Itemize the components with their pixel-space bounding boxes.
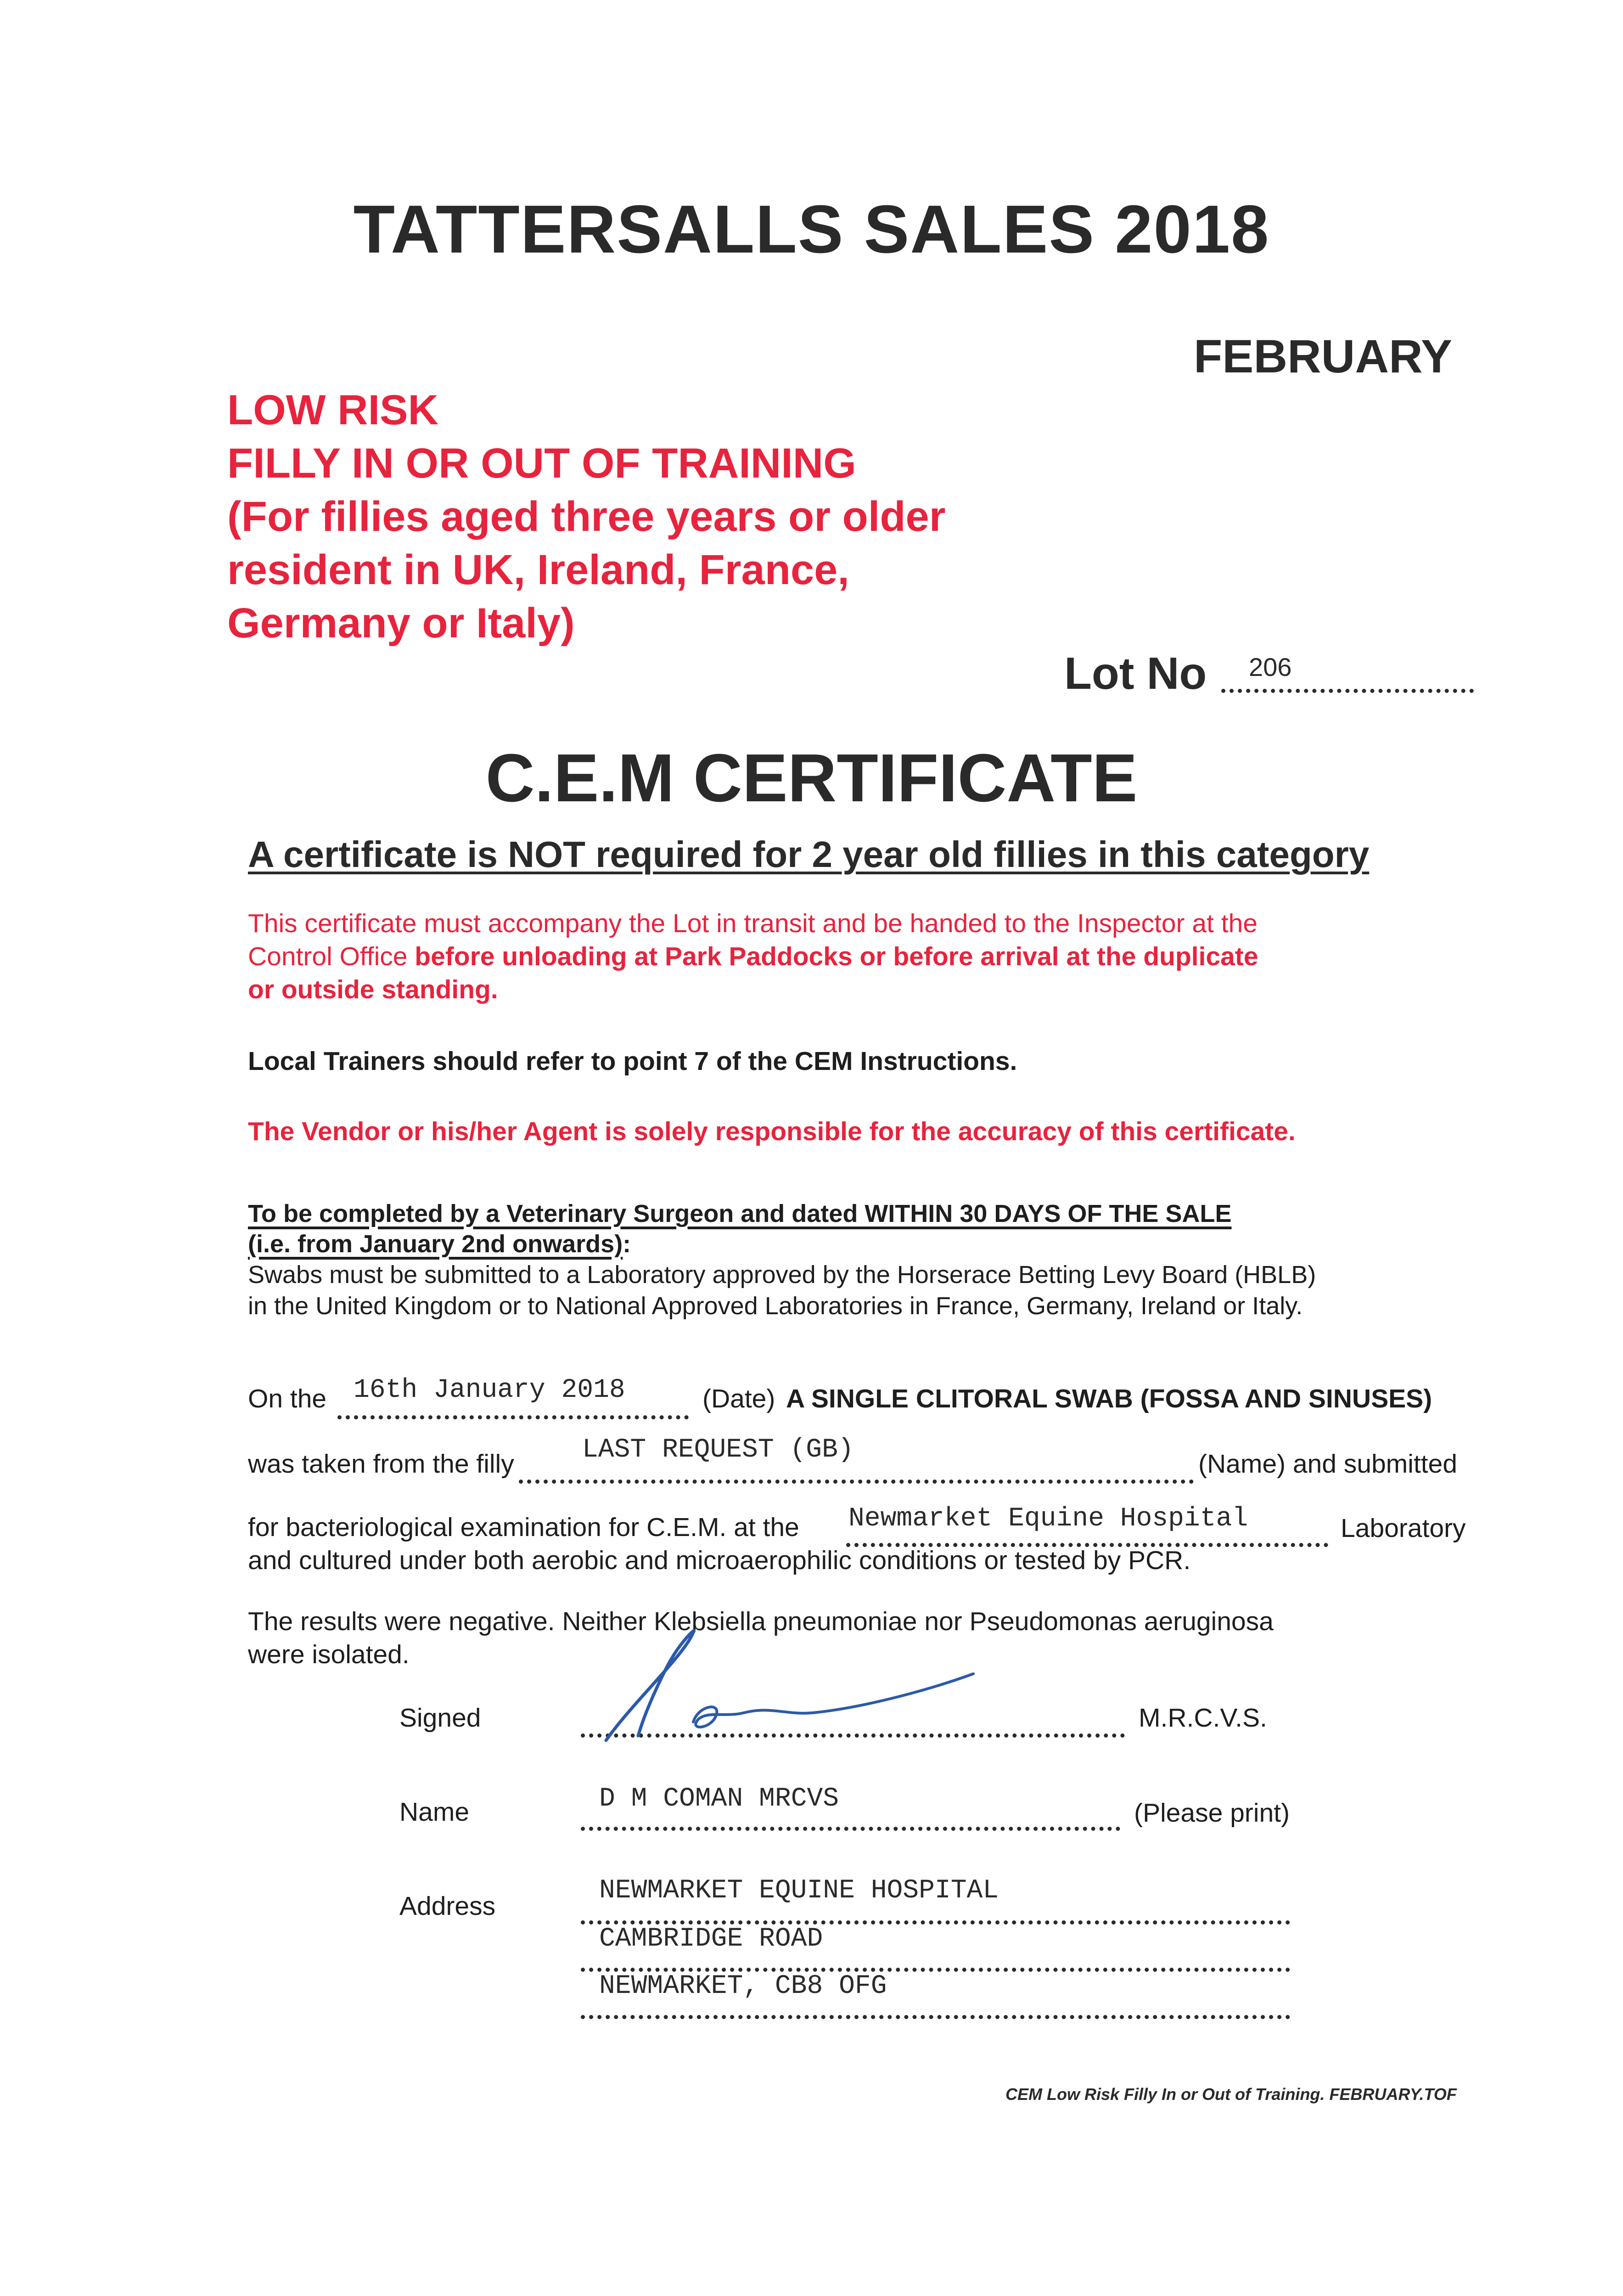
lot-number: 206	[1249, 653, 1292, 681]
taken-from-label: was taken from the filly	[248, 1449, 514, 1479]
filly-name-value: LAST REQUEST (GB)	[582, 1435, 854, 1465]
not-required-notice: A certificate is NOT required for 2 year old fillies in this category	[248, 834, 1370, 875]
laboratory-label: Laboratory	[1341, 1514, 1466, 1543]
lab-name-value: Newmarket Equine Hospital	[848, 1504, 1248, 1534]
date-line	[337, 1415, 689, 1419]
transit-line-2b: before unloading at Park Paddocks or before arrival at the duplicate	[415, 942, 1258, 971]
address-line-1: NEWMARKET EQUINE HOSPITAL	[599, 1876, 999, 1906]
please-print-label: (Please print)	[1134, 1798, 1290, 1828]
vet-section-heading	[248, 1199, 1231, 1259]
category-line: LOW RISK	[227, 387, 438, 433]
name-submitted-label: (Name) and submitted	[1198, 1449, 1457, 1479]
filly-name-line	[519, 1480, 1194, 1484]
category-line: FILLY IN OR OUT OF TRAINING	[227, 440, 856, 487]
category-line: resident in UK, Ireland, France,	[227, 546, 849, 593]
address-line-3-rule	[581, 2015, 1290, 2019]
transit-line-2a: Control Office	[248, 942, 415, 971]
footer-reference: CEM Low Risk Filly In or Out of Training. FEBRUARY.TOF	[1005, 2085, 1457, 2104]
swabs-line-2: in the United Kingdom or to National Approved Laboratories in France, Germany, Ireland or Italy.	[248, 1292, 1303, 1320]
signed-label: Signed	[399, 1703, 481, 1733]
sale-month: FEBRUARY	[1194, 330, 1452, 383]
category-line: Germany or Italy)	[227, 600, 575, 647]
certificate-title: C.E.M CERTIFICATE	[485, 740, 1138, 816]
category-line: (For fillies aged three years or older	[227, 493, 946, 540]
results-line-2: were isolated.	[248, 1640, 410, 1669]
category-block	[227, 383, 946, 650]
page-title: TATTERSALLS SALES 2018	[353, 191, 1270, 267]
swab-description: A SINGLE CLITORAL SWAB (FOSSA AND SINUSES)	[786, 1384, 1432, 1413]
vet-name-line	[581, 1827, 1120, 1831]
lot-number-line	[1221, 689, 1474, 693]
transit-line-2	[248, 940, 1488, 973]
transit-line-3: or outside standing.	[248, 975, 498, 1004]
lot-label: Lot No	[1064, 648, 1207, 698]
vet-heading-colon: :	[623, 1230, 631, 1258]
date-value: 16th January 2018	[354, 1375, 625, 1405]
mrcvs-label: M.R.C.V.S.	[1139, 1703, 1267, 1733]
swabs-line-1: Swabs must be submitted to a Laboratory approved by the Horserace Betting Levy Board (HBLB)	[248, 1261, 1316, 1289]
vet-heading-line-2: (i.e. from January 2nd onwards)	[248, 1230, 623, 1258]
local-trainers-note: Local Trainers should refer to point 7 of the CEM Instructions.	[248, 1047, 1017, 1076]
vet-name-value: D M COMAN MRCVS	[599, 1784, 839, 1814]
vet-signature	[574, 1623, 987, 1752]
transit-line-1: This certificate must accompany the Lot in transit and be handed to the Inspector at the	[248, 909, 1258, 938]
name-label: Name	[399, 1797, 470, 1827]
vet-heading-line-1: To be completed by a Veterinary Surgeon and dated WITHIN 30 DAYS OF THE SALE	[248, 1200, 1232, 1227]
for-exam-label: for bacteriological examination for C.E.M. at the	[248, 1513, 799, 1542]
results-line-1: The results were negative. Neither Klebsiella pneumoniae nor Pseudomonas aeruginosa	[248, 1607, 1274, 1636]
cultured-text: and cultured under both aerobic and microaerophilic conditions or tested by PCR.	[248, 1546, 1191, 1575]
date-label: (Date)	[702, 1384, 775, 1413]
transit-instructions	[248, 907, 1488, 1006]
vendor-responsibility: The Vendor or his/her Agent is solely responsible for the accuracy of this certificate.	[248, 1117, 1296, 1146]
address-line-3: NEWMARKET, CB8 OFG	[599, 1971, 887, 2001]
address-label: Address	[399, 1891, 496, 1921]
swabs-instructions	[248, 1259, 1316, 1322]
on-the-label: On the	[248, 1384, 327, 1413]
address-line-2: CAMBRIDGE ROAD	[599, 1924, 823, 1954]
